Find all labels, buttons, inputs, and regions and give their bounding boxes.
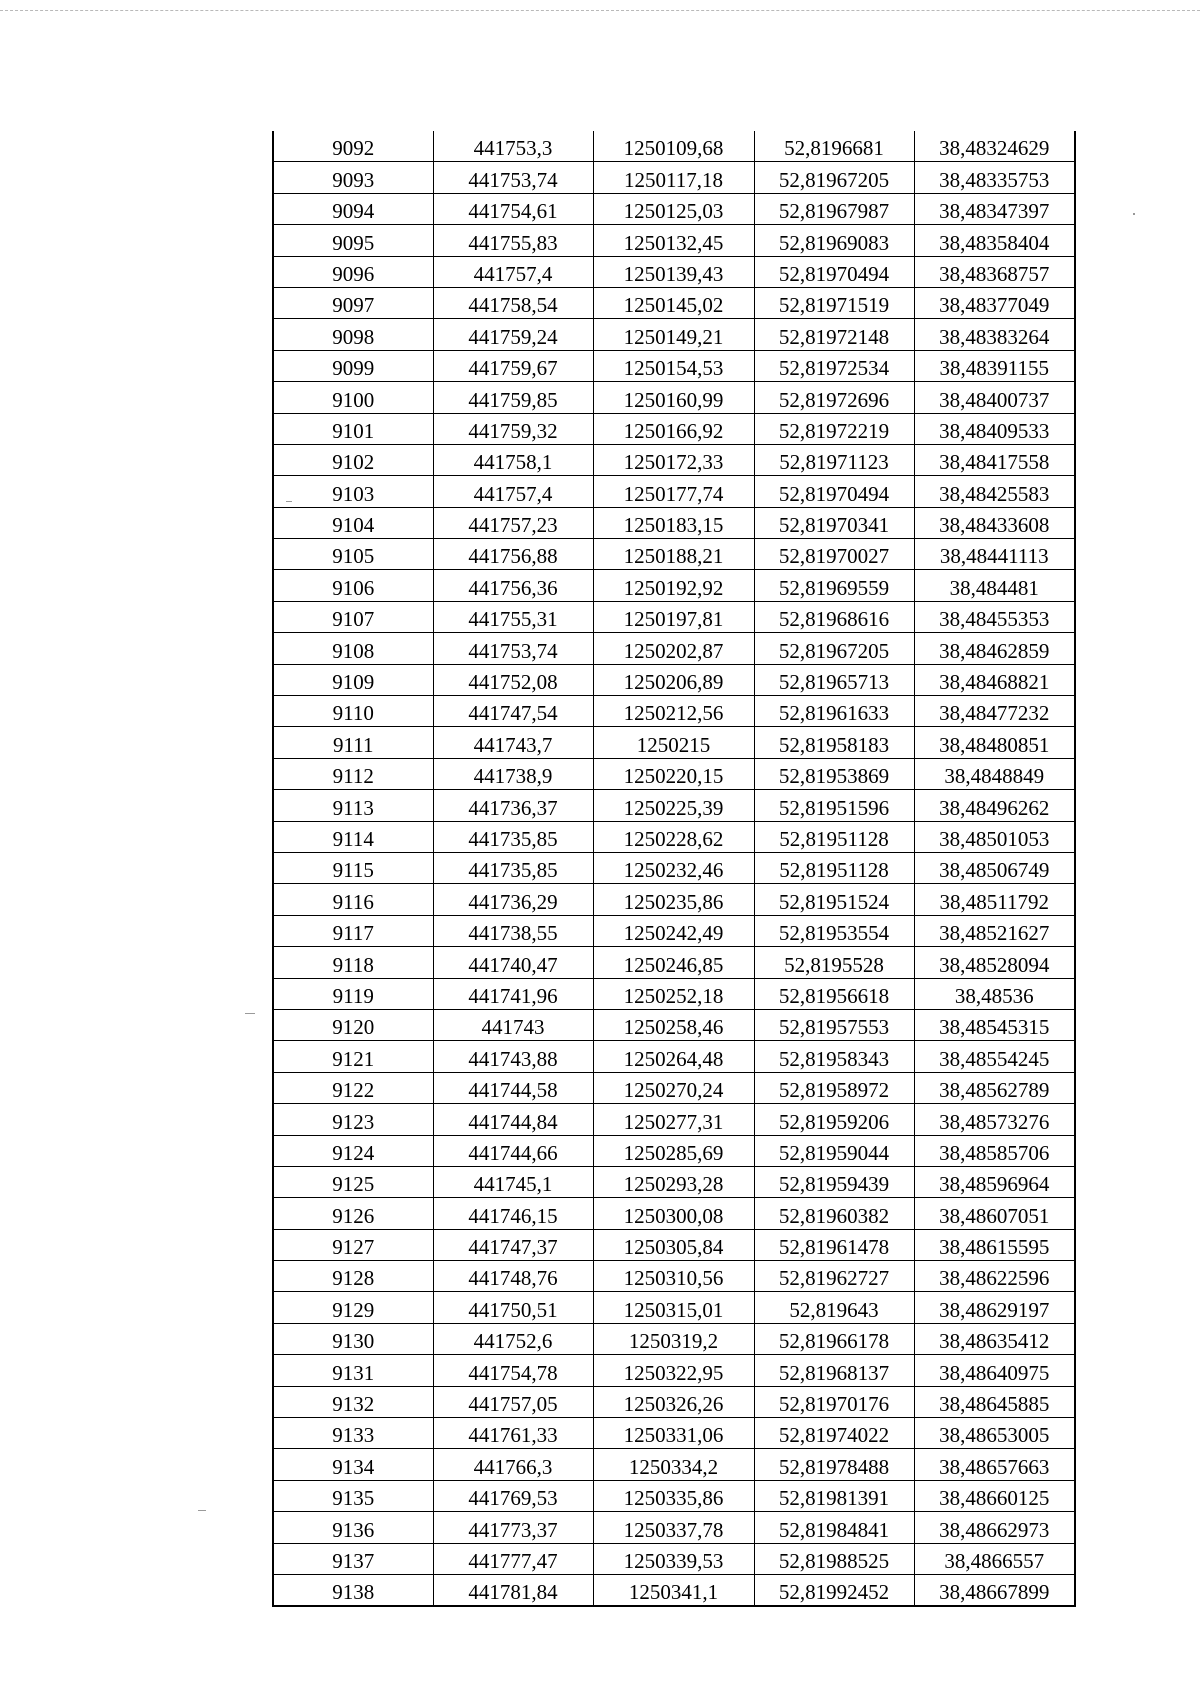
x-coordinate-cell: 441741,96 xyxy=(433,978,593,1009)
table-row xyxy=(273,1292,1075,1323)
point-number-cell: 9112 xyxy=(273,758,433,789)
latitude-cell: 52,81966178 xyxy=(754,1323,914,1354)
point-number-cell: 9128 xyxy=(273,1261,433,1292)
latitude-cell: 52,81970494 xyxy=(754,256,914,287)
scan-speck xyxy=(1133,213,1135,215)
latitude-cell: 52,81969083 xyxy=(754,225,914,256)
table-row xyxy=(273,382,1075,413)
point-number-cell: 9108 xyxy=(273,633,433,664)
point-number-cell: 9107 xyxy=(273,601,433,632)
longitude-cell: 38,48640975 xyxy=(914,1355,1075,1386)
coordinate-table-body xyxy=(273,131,1075,1606)
y-coordinate-cell: 1250206,89 xyxy=(593,664,754,695)
y-coordinate-cell: 1250300,08 xyxy=(593,1198,754,1229)
y-coordinate-cell: 1250132,45 xyxy=(593,225,754,256)
longitude-cell: 38,48368757 xyxy=(914,256,1075,287)
x-coordinate-cell: 441753,3 xyxy=(433,131,593,162)
latitude-cell: 52,81969559 xyxy=(754,570,914,601)
table-row xyxy=(273,1198,1075,1229)
longitude-cell: 38,48562789 xyxy=(914,1072,1075,1103)
y-coordinate-cell: 1250117,18 xyxy=(593,162,754,193)
point-number-cell: 9118 xyxy=(273,947,433,978)
latitude-cell: 52,81967205 xyxy=(754,633,914,664)
table-row xyxy=(273,225,1075,256)
y-coordinate-cell: 1250228,62 xyxy=(593,821,754,852)
longitude-cell: 38,48400737 xyxy=(914,382,1075,413)
table-row xyxy=(273,1041,1075,1072)
longitude-cell: 38,48417558 xyxy=(914,444,1075,475)
longitude-cell: 38,48554245 xyxy=(914,1041,1075,1072)
point-number-cell: 9132 xyxy=(273,1386,433,1417)
latitude-cell: 52,81974022 xyxy=(754,1418,914,1449)
table-row xyxy=(273,1574,1075,1606)
table-row xyxy=(273,1543,1075,1574)
latitude-cell: 52,81972534 xyxy=(754,350,914,381)
longitude-cell: 38,48635412 xyxy=(914,1323,1075,1354)
x-coordinate-cell: 441744,84 xyxy=(433,1104,593,1135)
x-coordinate-cell: 441735,85 xyxy=(433,852,593,883)
latitude-cell: 52,81988525 xyxy=(754,1543,914,1574)
point-number-cell: 9129 xyxy=(273,1292,433,1323)
latitude-cell: 52,8196681 xyxy=(754,131,914,162)
table-row xyxy=(273,131,1075,162)
y-coordinate-cell: 1250326,26 xyxy=(593,1386,754,1417)
latitude-cell: 52,81968616 xyxy=(754,601,914,632)
point-number-cell: 9136 xyxy=(273,1512,433,1543)
x-coordinate-cell: 441755,83 xyxy=(433,225,593,256)
table-row xyxy=(273,1009,1075,1040)
coordinate-table xyxy=(272,131,1076,1607)
y-coordinate-cell: 1250270,24 xyxy=(593,1072,754,1103)
latitude-cell: 52,81972148 xyxy=(754,319,914,350)
table-row xyxy=(273,539,1075,570)
table-row xyxy=(273,727,1075,758)
y-coordinate-cell: 1250235,86 xyxy=(593,884,754,915)
y-coordinate-cell: 1250232,46 xyxy=(593,852,754,883)
x-coordinate-cell: 441759,24 xyxy=(433,319,593,350)
longitude-cell: 38,48383264 xyxy=(914,319,1075,350)
longitude-cell: 38,48511792 xyxy=(914,884,1075,915)
table-row xyxy=(273,1512,1075,1543)
point-number-cell: 9099 xyxy=(273,350,433,381)
latitude-cell: 52,819643 xyxy=(754,1292,914,1323)
point-number-cell: 9092 xyxy=(273,131,433,162)
longitude-cell: 38,48455353 xyxy=(914,601,1075,632)
x-coordinate-cell: 441756,36 xyxy=(433,570,593,601)
latitude-cell: 52,81960382 xyxy=(754,1198,914,1229)
latitude-cell: 52,81961633 xyxy=(754,696,914,727)
point-number-cell: 9096 xyxy=(273,256,433,287)
point-number-cell: 9121 xyxy=(273,1041,433,1072)
table-row xyxy=(273,947,1075,978)
point-number-cell: 9113 xyxy=(273,790,433,821)
latitude-cell: 52,81967205 xyxy=(754,162,914,193)
latitude-cell: 52,8195528 xyxy=(754,947,914,978)
y-coordinate-cell: 1250166,92 xyxy=(593,413,754,444)
table-row xyxy=(273,256,1075,287)
point-number-cell: 9093 xyxy=(273,162,433,193)
table-row xyxy=(273,758,1075,789)
table-row xyxy=(273,790,1075,821)
y-coordinate-cell: 1250285,69 xyxy=(593,1135,754,1166)
point-number-cell: 9103 xyxy=(273,476,433,507)
longitude-cell: 38,48653005 xyxy=(914,1418,1075,1449)
table-row xyxy=(273,1355,1075,1386)
longitude-cell: 38,48335753 xyxy=(914,162,1075,193)
y-coordinate-cell: 1250215 xyxy=(593,727,754,758)
y-coordinate-cell: 1250322,95 xyxy=(593,1355,754,1386)
point-number-cell: 9116 xyxy=(273,884,433,915)
longitude-cell: 38,4866557 xyxy=(914,1543,1075,1574)
point-number-cell: 9102 xyxy=(273,444,433,475)
x-coordinate-cell: 441758,1 xyxy=(433,444,593,475)
latitude-cell: 52,81970341 xyxy=(754,507,914,538)
longitude-cell: 38,48585706 xyxy=(914,1135,1075,1166)
latitude-cell: 52,81981391 xyxy=(754,1480,914,1511)
table-row xyxy=(273,1261,1075,1292)
y-coordinate-cell: 1250149,21 xyxy=(593,319,754,350)
table-row xyxy=(273,476,1075,507)
table-row xyxy=(273,413,1075,444)
longitude-cell: 38,48545315 xyxy=(914,1009,1075,1040)
x-coordinate-cell: 441759,32 xyxy=(433,413,593,444)
longitude-cell: 38,48324629 xyxy=(914,131,1075,162)
point-number-cell: 9109 xyxy=(273,664,433,695)
x-coordinate-cell: 441750,51 xyxy=(433,1292,593,1323)
longitude-cell: 38,48657663 xyxy=(914,1449,1075,1480)
point-number-cell: 9111 xyxy=(273,727,433,758)
table-row xyxy=(273,1386,1075,1417)
longitude-cell: 38,48409533 xyxy=(914,413,1075,444)
point-number-cell: 9138 xyxy=(273,1574,433,1606)
latitude-cell: 52,81972219 xyxy=(754,413,914,444)
point-number-cell: 9115 xyxy=(273,852,433,883)
x-coordinate-cell: 441758,54 xyxy=(433,287,593,318)
x-coordinate-cell: 441759,67 xyxy=(433,350,593,381)
point-number-cell: 9127 xyxy=(273,1229,433,1260)
table-row xyxy=(273,1229,1075,1260)
longitude-cell: 38,48433608 xyxy=(914,507,1075,538)
longitude-cell: 38,48347397 xyxy=(914,193,1075,224)
table-row xyxy=(273,696,1075,727)
table-row xyxy=(273,1135,1075,1166)
x-coordinate-cell: 441753,74 xyxy=(433,162,593,193)
x-coordinate-cell: 441736,37 xyxy=(433,790,593,821)
longitude-cell: 38,48441113 xyxy=(914,539,1075,570)
latitude-cell: 52,81970176 xyxy=(754,1386,914,1417)
y-coordinate-cell: 1250197,81 xyxy=(593,601,754,632)
latitude-cell: 52,81956618 xyxy=(754,978,914,1009)
latitude-cell: 52,81965713 xyxy=(754,664,914,695)
latitude-cell: 52,81959206 xyxy=(754,1104,914,1135)
point-number-cell: 9124 xyxy=(273,1135,433,1166)
y-coordinate-cell: 1250319,2 xyxy=(593,1323,754,1354)
table-row xyxy=(273,664,1075,695)
table-row xyxy=(273,884,1075,915)
x-coordinate-cell: 441738,9 xyxy=(433,758,593,789)
table-row xyxy=(273,1072,1075,1103)
x-coordinate-cell: 441755,31 xyxy=(433,601,593,632)
point-number-cell: 9122 xyxy=(273,1072,433,1103)
longitude-cell: 38,484481 xyxy=(914,570,1075,601)
longitude-cell: 38,48477232 xyxy=(914,696,1075,727)
latitude-cell: 52,81953869 xyxy=(754,758,914,789)
y-coordinate-cell: 1250341,1 xyxy=(593,1574,754,1606)
y-coordinate-cell: 1250177,74 xyxy=(593,476,754,507)
latitude-cell: 52,81951128 xyxy=(754,852,914,883)
latitude-cell: 52,81951524 xyxy=(754,884,914,915)
latitude-cell: 52,81953554 xyxy=(754,915,914,946)
y-coordinate-cell: 1250335,86 xyxy=(593,1480,754,1511)
table-row xyxy=(273,633,1075,664)
latitude-cell: 52,81968137 xyxy=(754,1355,914,1386)
x-coordinate-cell: 441740,47 xyxy=(433,947,593,978)
x-coordinate-cell: 441757,23 xyxy=(433,507,593,538)
scan-speck xyxy=(198,1510,206,1511)
point-number-cell: 9131 xyxy=(273,1355,433,1386)
y-coordinate-cell: 1250109,68 xyxy=(593,131,754,162)
x-coordinate-cell: 441754,61 xyxy=(433,193,593,224)
longitude-cell: 38,48667899 xyxy=(914,1574,1075,1606)
longitude-cell: 38,48506749 xyxy=(914,852,1075,883)
longitude-cell: 38,48480851 xyxy=(914,727,1075,758)
table-row xyxy=(273,1480,1075,1511)
point-number-cell: 9100 xyxy=(273,382,433,413)
point-number-cell: 9114 xyxy=(273,821,433,852)
point-number-cell: 9106 xyxy=(273,570,433,601)
table-row xyxy=(273,1323,1075,1354)
latitude-cell: 52,81961478 xyxy=(754,1229,914,1260)
y-coordinate-cell: 1250339,53 xyxy=(593,1543,754,1574)
x-coordinate-cell: 441745,1 xyxy=(433,1166,593,1197)
y-coordinate-cell: 1250258,46 xyxy=(593,1009,754,1040)
table-row xyxy=(273,1449,1075,1480)
x-coordinate-cell: 441777,47 xyxy=(433,1543,593,1574)
latitude-cell: 52,81951596 xyxy=(754,790,914,821)
y-coordinate-cell: 1250293,28 xyxy=(593,1166,754,1197)
latitude-cell: 52,81967987 xyxy=(754,193,914,224)
longitude-cell: 38,48462859 xyxy=(914,633,1075,664)
latitude-cell: 52,81978488 xyxy=(754,1449,914,1480)
point-number-cell: 9101 xyxy=(273,413,433,444)
x-coordinate-cell: 441756,88 xyxy=(433,539,593,570)
point-number-cell: 9117 xyxy=(273,915,433,946)
y-coordinate-cell: 1250242,49 xyxy=(593,915,754,946)
x-coordinate-cell: 441773,37 xyxy=(433,1512,593,1543)
table-row xyxy=(273,915,1075,946)
x-coordinate-cell: 441744,66 xyxy=(433,1135,593,1166)
table-row xyxy=(273,601,1075,632)
y-coordinate-cell: 1250315,01 xyxy=(593,1292,754,1323)
longitude-cell: 38,48528094 xyxy=(914,947,1075,978)
longitude-cell: 38,48536 xyxy=(914,978,1075,1009)
table-row xyxy=(273,350,1075,381)
y-coordinate-cell: 1250277,31 xyxy=(593,1104,754,1135)
latitude-cell: 52,81962727 xyxy=(754,1261,914,1292)
y-coordinate-cell: 1250188,21 xyxy=(593,539,754,570)
y-coordinate-cell: 1250337,78 xyxy=(593,1512,754,1543)
point-number-cell: 9133 xyxy=(273,1418,433,1449)
y-coordinate-cell: 1250202,87 xyxy=(593,633,754,664)
x-coordinate-cell: 441752,6 xyxy=(433,1323,593,1354)
point-number-cell: 9110 xyxy=(273,696,433,727)
y-coordinate-cell: 1250212,56 xyxy=(593,696,754,727)
longitude-cell: 38,48660125 xyxy=(914,1480,1075,1511)
y-coordinate-cell: 1250183,15 xyxy=(593,507,754,538)
table-row xyxy=(273,1166,1075,1197)
latitude-cell: 52,81958183 xyxy=(754,727,914,758)
table-row xyxy=(273,444,1075,475)
longitude-cell: 38,48391155 xyxy=(914,350,1075,381)
table-row xyxy=(273,162,1075,193)
scan-speck xyxy=(245,1013,255,1014)
y-coordinate-cell: 1250305,84 xyxy=(593,1229,754,1260)
y-coordinate-cell: 1250334,2 xyxy=(593,1449,754,1480)
x-coordinate-cell: 441743,88 xyxy=(433,1041,593,1072)
longitude-cell: 38,48468821 xyxy=(914,664,1075,695)
longitude-cell: 38,48501053 xyxy=(914,821,1075,852)
longitude-cell: 38,48607051 xyxy=(914,1198,1075,1229)
y-coordinate-cell: 1250225,39 xyxy=(593,790,754,821)
y-coordinate-cell: 1250125,03 xyxy=(593,193,754,224)
x-coordinate-cell: 441752,08 xyxy=(433,664,593,695)
table-row xyxy=(273,1418,1075,1449)
x-coordinate-cell: 441735,85 xyxy=(433,821,593,852)
longitude-cell: 38,48596964 xyxy=(914,1166,1075,1197)
latitude-cell: 52,81957553 xyxy=(754,1009,914,1040)
x-coordinate-cell: 441757,4 xyxy=(433,476,593,507)
latitude-cell: 52,81959044 xyxy=(754,1135,914,1166)
longitude-cell: 38,48358404 xyxy=(914,225,1075,256)
longitude-cell: 38,4848849 xyxy=(914,758,1075,789)
x-coordinate-cell: 441747,37 xyxy=(433,1229,593,1260)
x-coordinate-cell: 441743 xyxy=(433,1009,593,1040)
point-number-cell: 9105 xyxy=(273,539,433,570)
point-number-cell: 9094 xyxy=(273,193,433,224)
table-row xyxy=(273,193,1075,224)
latitude-cell: 52,81958343 xyxy=(754,1041,914,1072)
point-number-cell: 9098 xyxy=(273,319,433,350)
point-number-cell: 9104 xyxy=(273,507,433,538)
y-coordinate-cell: 1250252,18 xyxy=(593,978,754,1009)
longitude-cell: 38,48496262 xyxy=(914,790,1075,821)
table-row xyxy=(273,852,1075,883)
longitude-cell: 38,48629197 xyxy=(914,1292,1075,1323)
table-row xyxy=(273,287,1075,318)
y-coordinate-cell: 1250310,56 xyxy=(593,1261,754,1292)
point-number-cell: 9119 xyxy=(273,978,433,1009)
y-coordinate-cell: 1250264,48 xyxy=(593,1041,754,1072)
x-coordinate-cell: 441744,58 xyxy=(433,1072,593,1103)
latitude-cell: 52,81959439 xyxy=(754,1166,914,1197)
table-row xyxy=(273,978,1075,1009)
latitude-cell: 52,81970494 xyxy=(754,476,914,507)
y-coordinate-cell: 1250220,15 xyxy=(593,758,754,789)
latitude-cell: 52,81972696 xyxy=(754,382,914,413)
table-row xyxy=(273,821,1075,852)
x-coordinate-cell: 441753,74 xyxy=(433,633,593,664)
latitude-cell: 52,81951128 xyxy=(754,821,914,852)
latitude-cell: 52,81958972 xyxy=(754,1072,914,1103)
longitude-cell: 38,48573276 xyxy=(914,1104,1075,1135)
point-number-cell: 9137 xyxy=(273,1543,433,1574)
scan-top-edge xyxy=(0,10,1200,11)
latitude-cell: 52,81970027 xyxy=(754,539,914,570)
y-coordinate-cell: 1250246,85 xyxy=(593,947,754,978)
y-coordinate-cell: 1250139,43 xyxy=(593,256,754,287)
point-number-cell: 9135 xyxy=(273,1480,433,1511)
point-number-cell: 9123 xyxy=(273,1104,433,1135)
table-row xyxy=(273,1104,1075,1135)
point-number-cell: 9095 xyxy=(273,225,433,256)
y-coordinate-cell: 1250192,92 xyxy=(593,570,754,601)
x-coordinate-cell: 441761,33 xyxy=(433,1418,593,1449)
x-coordinate-cell: 441757,05 xyxy=(433,1386,593,1417)
latitude-cell: 52,81992452 xyxy=(754,1574,914,1606)
x-coordinate-cell: 441743,7 xyxy=(433,727,593,758)
x-coordinate-cell: 441757,4 xyxy=(433,256,593,287)
longitude-cell: 38,48622596 xyxy=(914,1261,1075,1292)
latitude-cell: 52,81984841 xyxy=(754,1512,914,1543)
y-coordinate-cell: 1250145,02 xyxy=(593,287,754,318)
longitude-cell: 38,48377049 xyxy=(914,287,1075,318)
table-row xyxy=(273,507,1075,538)
x-coordinate-cell: 441766,3 xyxy=(433,1449,593,1480)
y-coordinate-cell: 1250331,06 xyxy=(593,1418,754,1449)
point-number-cell: 9120 xyxy=(273,1009,433,1040)
table-row xyxy=(273,570,1075,601)
y-coordinate-cell: 1250172,33 xyxy=(593,444,754,475)
point-number-cell: 9097 xyxy=(273,287,433,318)
longitude-cell: 38,48645885 xyxy=(914,1386,1075,1417)
point-number-cell: 9134 xyxy=(273,1449,433,1480)
longitude-cell: 38,48425583 xyxy=(914,476,1075,507)
x-coordinate-cell: 441736,29 xyxy=(433,884,593,915)
point-number-cell: 9130 xyxy=(273,1323,433,1354)
y-coordinate-cell: 1250160,99 xyxy=(593,382,754,413)
table-row xyxy=(273,319,1075,350)
longitude-cell: 38,48615595 xyxy=(914,1229,1075,1260)
x-coordinate-cell: 441748,76 xyxy=(433,1261,593,1292)
longitude-cell: 38,48521627 xyxy=(914,915,1075,946)
latitude-cell: 52,81971519 xyxy=(754,287,914,318)
point-number-cell: 9126 xyxy=(273,1198,433,1229)
x-coordinate-cell: 441738,55 xyxy=(433,915,593,946)
longitude-cell: 38,48662973 xyxy=(914,1512,1075,1543)
x-coordinate-cell: 441781,84 xyxy=(433,1574,593,1606)
y-coordinate-cell: 1250154,53 xyxy=(593,350,754,381)
point-number-cell: 9125 xyxy=(273,1166,433,1197)
x-coordinate-cell: 441746,15 xyxy=(433,1198,593,1229)
latitude-cell: 52,81971123 xyxy=(754,444,914,475)
x-coordinate-cell: 441759,85 xyxy=(433,382,593,413)
x-coordinate-cell: 441769,53 xyxy=(433,1480,593,1511)
x-coordinate-cell: 441747,54 xyxy=(433,696,593,727)
x-coordinate-cell: 441754,78 xyxy=(433,1355,593,1386)
